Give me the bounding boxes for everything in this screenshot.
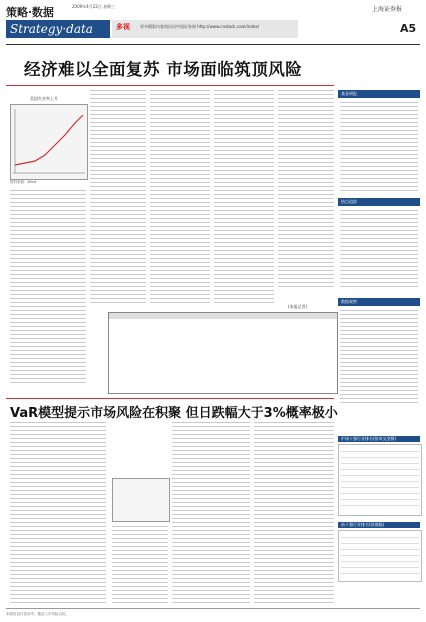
section-en-label: Strategy·data — [10, 22, 93, 36]
chart-title: 美国失业率上升 — [30, 96, 58, 101]
sidebar-box-2-header — [338, 198, 420, 206]
headline-rule — [6, 85, 334, 86]
sidebar-box-1-body — [340, 102, 418, 194]
sidebar — [338, 90, 420, 408]
sidebar-box-1-header — [338, 90, 420, 98]
section-en-block — [6, 20, 110, 38]
footer-rule — [6, 608, 420, 609]
sidebar-box-1-title: 基金周报 — [341, 91, 357, 96]
paper-name: 上海证券报 — [372, 6, 403, 13]
header-rule — [6, 44, 420, 45]
sidebar-box-3-header — [338, 298, 420, 306]
sidebar-box-3-title: 数据观察 — [341, 299, 357, 304]
table-1-title: 沪深十强行业排名(按成交金额) — [341, 436, 397, 441]
bottom-column-2 — [112, 526, 168, 606]
sidebar-box-2-title: 热点追踪 — [341, 199, 357, 204]
table-1-header — [338, 436, 420, 442]
article-author: (本报记者) — [288, 304, 308, 309]
table-1 — [338, 444, 422, 516]
article-column-4 — [214, 90, 274, 306]
data-table-header — [109, 313, 337, 319]
table-2-header — [338, 522, 420, 528]
section-title: 策略·数据 — [6, 6, 54, 19]
article-column-5 — [278, 90, 334, 290]
data-table — [108, 312, 338, 394]
article-column-3 — [150, 90, 210, 306]
unemployment-chart — [10, 104, 88, 180]
bottom-column-1 — [10, 422, 106, 606]
sidebar-box-3-body — [340, 310, 418, 406]
var-model-box — [112, 478, 170, 522]
main-headline: 经济难以全面复苏 市场面临筑顶风险 — [24, 60, 303, 79]
table-2-title: 前十强行业排名(按涨幅) — [341, 522, 385, 527]
sidebar-box-2-body — [340, 210, 418, 290]
article-column-1 — [10, 190, 86, 386]
banner-text[interactable]: 更多精彩内容请访问中国证券网 http://www.cnstock.com/index/ — [140, 24, 260, 29]
article-column-2 — [90, 90, 146, 306]
chart-plot — [11, 105, 87, 179]
bottom-headline: VaR模型提示市场风险在积聚 但日跌幅大于3%概率极小 — [10, 406, 338, 421]
bottom-column-4 — [254, 422, 334, 606]
banner-logo: 多视 — [116, 23, 130, 31]
footer-disclaimer: 本版信息仅供参考，据此入市风险自担。 — [6, 612, 69, 616]
page-number: A5 — [400, 22, 417, 35]
table-2 — [338, 530, 422, 582]
chart-source: 资料来源：Wind — [10, 180, 37, 184]
bottom-rule — [6, 398, 334, 399]
issue-date: 2009年4月22日 星期三 — [72, 4, 116, 9]
bottom-column-3 — [172, 422, 250, 606]
